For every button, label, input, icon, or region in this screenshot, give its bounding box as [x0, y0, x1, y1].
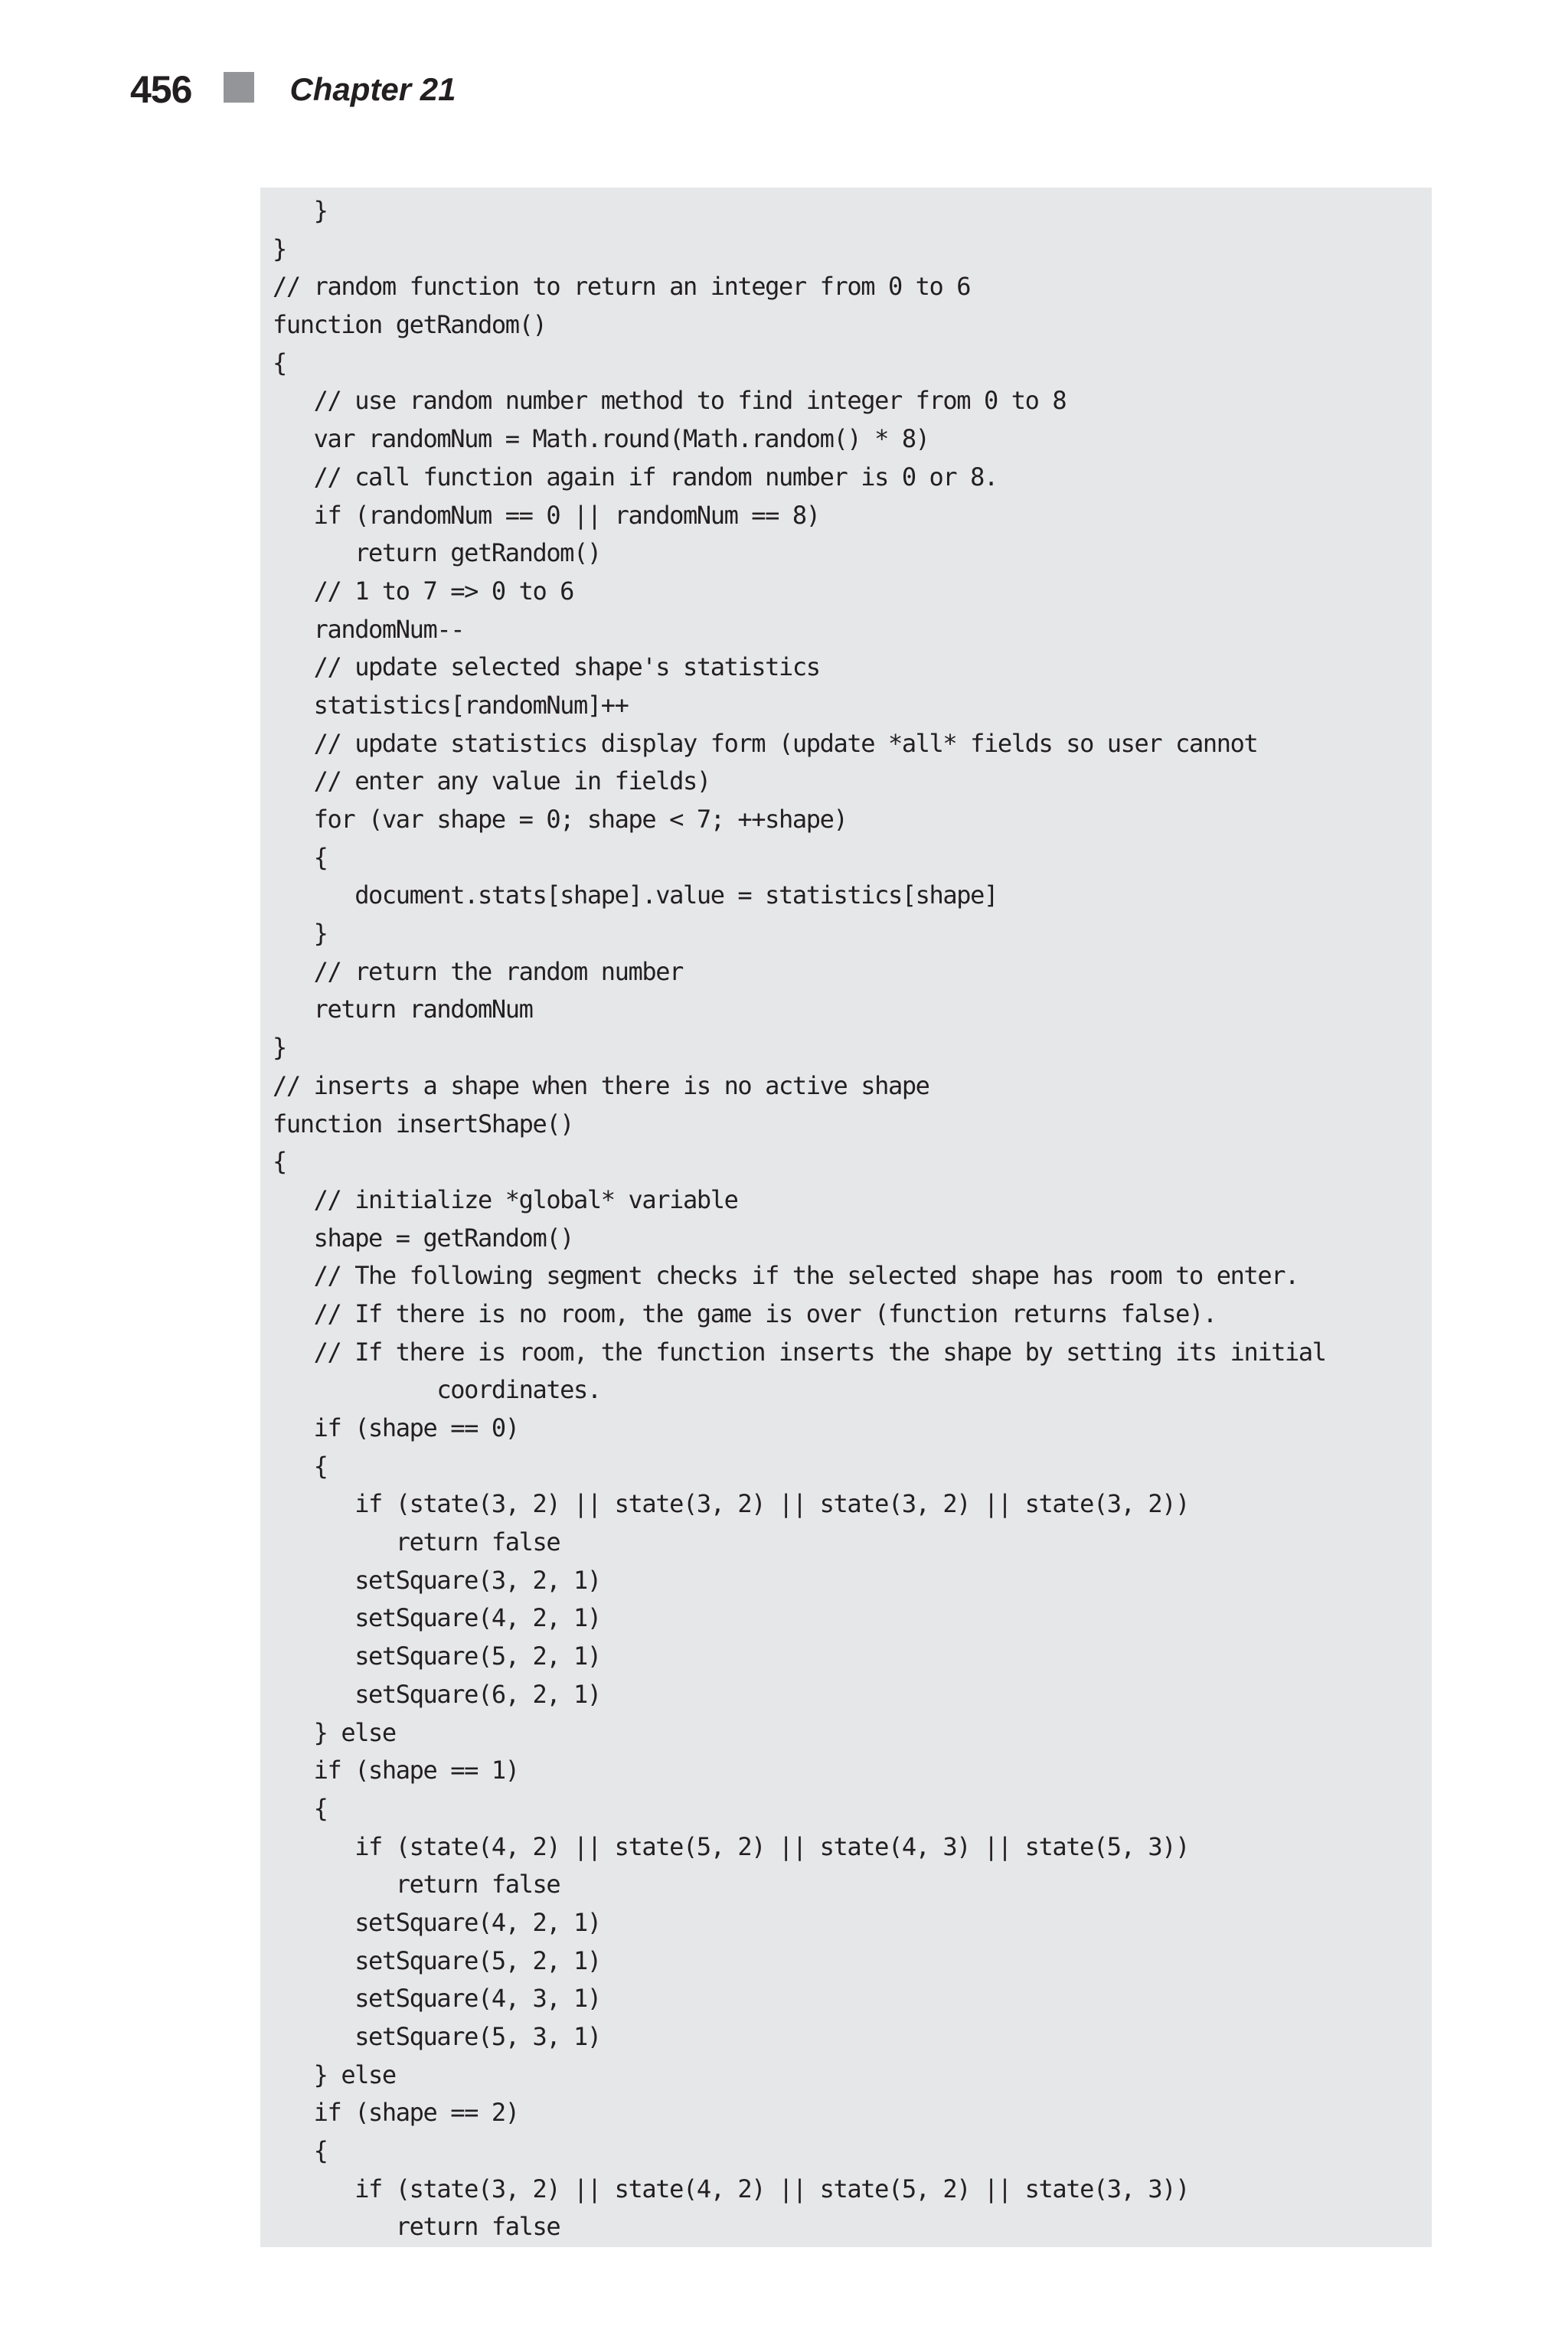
code-line: // use random number method to find integer from 0 to 8 [273, 386, 1067, 416]
code-line: return false [273, 2212, 560, 2242]
code-line: if (randomNum == 0 || randomNum == 8) [273, 500, 820, 530]
code-line: // enter any value in fields) [273, 766, 710, 796]
code-line: { [273, 842, 328, 872]
code-line: shape = getRandom() [273, 1223, 574, 1253]
code-line: for (var shape = 0; shape < 7; ++shape) [273, 805, 848, 834]
code-line: // The following segment checks if the selected shape has room to enter. [273, 1261, 1298, 1291]
code-line: statistics[randomNum]++ [273, 690, 629, 720]
code-line: coordinates. [273, 1375, 601, 1405]
code-line: return getRandom() [273, 538, 601, 568]
code-line: } [273, 919, 328, 949]
running-head [130, 63, 456, 116]
code-line: // random function to return an integer from 0 to 6 [273, 272, 971, 302]
code-line: setSquare(6, 2, 1) [273, 1679, 601, 1709]
code-line: setSquare(4, 2, 1) [273, 1907, 601, 1937]
code-line: // If there is no room, the game is over (function returns false). [273, 1298, 1217, 1328]
code-line: return false [273, 1870, 560, 1900]
code-line: { [273, 1793, 328, 1823]
code-line: { [273, 1147, 286, 1177]
code-line: // If there is room, the function inserts the shape by setting its initial [273, 1337, 1326, 1367]
code-line: if (shape == 0) [273, 1413, 519, 1442]
code-line: if (shape == 1) [273, 1756, 519, 1785]
code-line: setSquare(4, 3, 1) [273, 1984, 601, 2014]
code-line: return randomNum [273, 995, 533, 1024]
code-line: // inserts a shape when there is no active shape [273, 1070, 929, 1100]
code-lines [273, 192, 1326, 2246]
code-line: return false [273, 1527, 560, 1557]
code-line: if (state(3, 2) || state(3, 2) || state(3, 2) || state(3, 2)) [273, 1489, 1189, 1519]
code-line: setSquare(5, 2, 1) [273, 1642, 601, 1671]
code-line: { [273, 1451, 328, 1481]
code-line: setSquare(5, 3, 1) [273, 2022, 601, 2051]
code-line: setSquare(4, 2, 1) [273, 1603, 601, 1633]
header-square-marker [224, 72, 254, 103]
code-line: function insertShape() [273, 1109, 574, 1138]
code-line: // initialize *global* variable [273, 1184, 738, 1214]
code-line: function getRandom() [273, 310, 547, 340]
chapter-title: Chapter 21 [289, 71, 456, 107]
code-line: // call function again if random number is 0 or 8. [273, 462, 998, 492]
code-line: if (state(3, 2) || state(4, 2) || state(5, 2) || state(3, 3)) [273, 2174, 1189, 2203]
code-line: { [273, 348, 286, 377]
code-line: if (shape == 2) [273, 2098, 519, 2128]
code-listing [260, 188, 1432, 2247]
code-line: setSquare(5, 2, 1) [273, 1945, 601, 1975]
code-line: if (state(4, 2) || state(5, 2) || state(4, 3) || state(5, 3)) [273, 1831, 1189, 1861]
page-number: 456 [130, 68, 192, 111]
code-line: } [273, 234, 286, 263]
code-line: { [273, 2136, 328, 2166]
code-line: setSquare(3, 2, 1) [273, 1565, 601, 1595]
code-line: document.stats[shape].value = statistics[shape] [273, 880, 998, 910]
code-line: randomNum-- [273, 614, 465, 644]
code-line: } else [273, 2060, 396, 2089]
code-line: // update selected shape's statistics [273, 652, 820, 682]
code-line: // return the random number [273, 956, 683, 986]
code-line: // update statistics display form (update *all* fields so user cannot [273, 728, 1258, 758]
code-line: } [273, 1033, 286, 1063]
code-line: // 1 to 7 => 0 to 6 [273, 576, 574, 606]
code-line: } [273, 196, 328, 225]
code-line: var randomNum = Math.round(Math.random() * 8) [273, 424, 929, 454]
code-line: } else [273, 1717, 396, 1747]
